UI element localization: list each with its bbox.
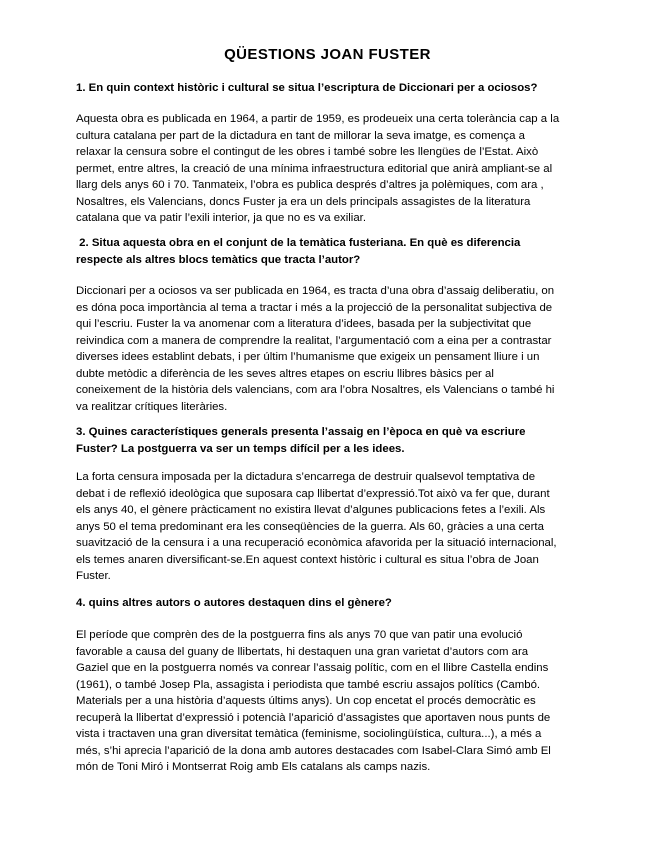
question-2 [76,235,576,268]
answer-line: anys 50 el tema predominant era les conseqüències de la guerra. Als 60, gràcies a una certa [76,520,544,533]
answer-line: llarg dels anys 60 i 70. Tanmateix, l’obra es publica després d’altres ja polèmiques, com ara , [76,179,544,191]
answer-3 [76,469,576,585]
answer-line: suavització de la censura i a una recuperació econòmica afavorida per la situació internacional, [76,537,557,549]
page-title: QÜESTIONS JOAN FUSTER [224,46,431,63]
answer-line: més, s’hi aprecia l’aparició de la dona amb autores destacades com Isabel-Clara Simó amb El [76,744,551,757]
answer-line: Materials per a una història d’aquests últims anys). Un cop encetat el procés democràtic es [76,695,536,707]
answer-line: Nosaltres, els Valencians, doncs Fuster ja era un dels principals assagistes de la literatura [76,195,531,208]
answer-line: cultura catalana per part de la dictadura en tant de millorar la seva imatge, es comença a [76,129,525,142]
answer-line: vista i tractaven una gran diversitat temàtica (feminisme, sociolingüística, cultura...), a més a [76,728,542,740]
answer-line: permet, entre altres, la creació de una mínima infraestructura editorial que anirà ampliant-se al [76,162,553,175]
question-line: respecte als altres blocs temàtics que tracta l’autor? [76,253,361,266]
answer-line: Gaziel que en la postguerra només va conrear l’assaig polític, com en el llibre Castella endins [76,662,549,674]
answer-line: dubte metòdic a diferència de les seves altres etapes on escriu llibres bàsics per al [76,367,494,380]
answer-line: recuperà la llibertat d’expressió i potencià l’aparició d’assagistes que aportaven nous punts de [76,711,551,724]
answer-line: Diccionari per a ociosos va ser publicada en 1964, es tracta d’una obra d’assaig deliberatiu, on [76,285,555,297]
answer-1 [76,111,576,227]
answer-line: Fuster. [76,570,111,582]
answer-line: els anys 40, el gènere pràcticament no existira llevat d’algunes publicacions fetes a l’exili. Als [76,504,546,516]
answer-line: va realitzar crítiques literàries. [76,400,228,413]
question-4: 4. quins altres autors o autores destaquen dins el gènere? [76,597,392,609]
answer-line: coneixement de la història dels valencians, com ara l’obra Nosaltres, els Valencians o també hi [76,384,555,396]
answer-line: El període que comprèn des de la postguerra fins als anys 70 que van patir una evolució [76,629,523,641]
answer-line: els temes anaren diversificant-se.En aquest context històric i cultural es situa l’obra de Joan [76,553,539,566]
question-3 [76,424,576,457]
answer-line: catalana que va patir l’exili interior, ja que no es va exiliar. [76,212,366,224]
answer-line: Aquesta obra es publicada en 1964, a partir de 1959, es prodeueix una certa tolerància cap a la [76,113,560,125]
answer-2 [76,283,576,415]
answer-line: diverses idees establint debats, i per últim l’humanisme que exigeix un pensament lliure i un [76,351,540,363]
answer-line: relaxar la censura sobre el contingut de les obres i també sobre les llengües de l’Estat. Això [76,146,539,158]
answer-line: qui l’escriu. Fuster la va anomenar com a literatura d’idees, basada per la subjectivitat que [76,318,532,330]
question-line: Fuster? La postguerra va ser un temps difícil per a les idees. [76,442,405,455]
answer-line: La forta censura imposada per la dictadura s’encarrega de destruir qualsevol temptativa de [76,471,536,483]
answer-line: reivindica com a manera de comprendre la realitat, l’argumentació com a eina per a contrastar [76,334,552,347]
question-1: 1. En quin context històric i cultural se situa l’escriptura de Diccionari per a ociosos? [76,82,538,94]
answer-line: món de Toni Miró i Montserrat Roig amb Els catalans als camps nazis. [76,761,431,773]
answer-4 [76,627,576,776]
answer-line: (1961), o també Josep Pla, assagista i periodista que també escriu assajos polítics (Cambó. [76,678,541,691]
question-line: 2. Situa aquesta obra en el conjunt de la temàtica fusteriana. En què es diferencia [76,237,521,249]
answer-line: favorable a causa del guany de llibertats, hi destaquen una gran varietat d’autors com ara [76,645,529,658]
question-line: 3. Quines característiques generals presenta l’assaig en l’època en què va escriure [76,426,526,438]
answer-line: es dóna poca importància al tema a tractar i més a la projecció de la personalitat subjectiva de [76,301,553,314]
answer-line: debat i de reflexió ideològica que suposara cap llibertat d’expressió.Tot això va fer que, durant [76,487,550,500]
